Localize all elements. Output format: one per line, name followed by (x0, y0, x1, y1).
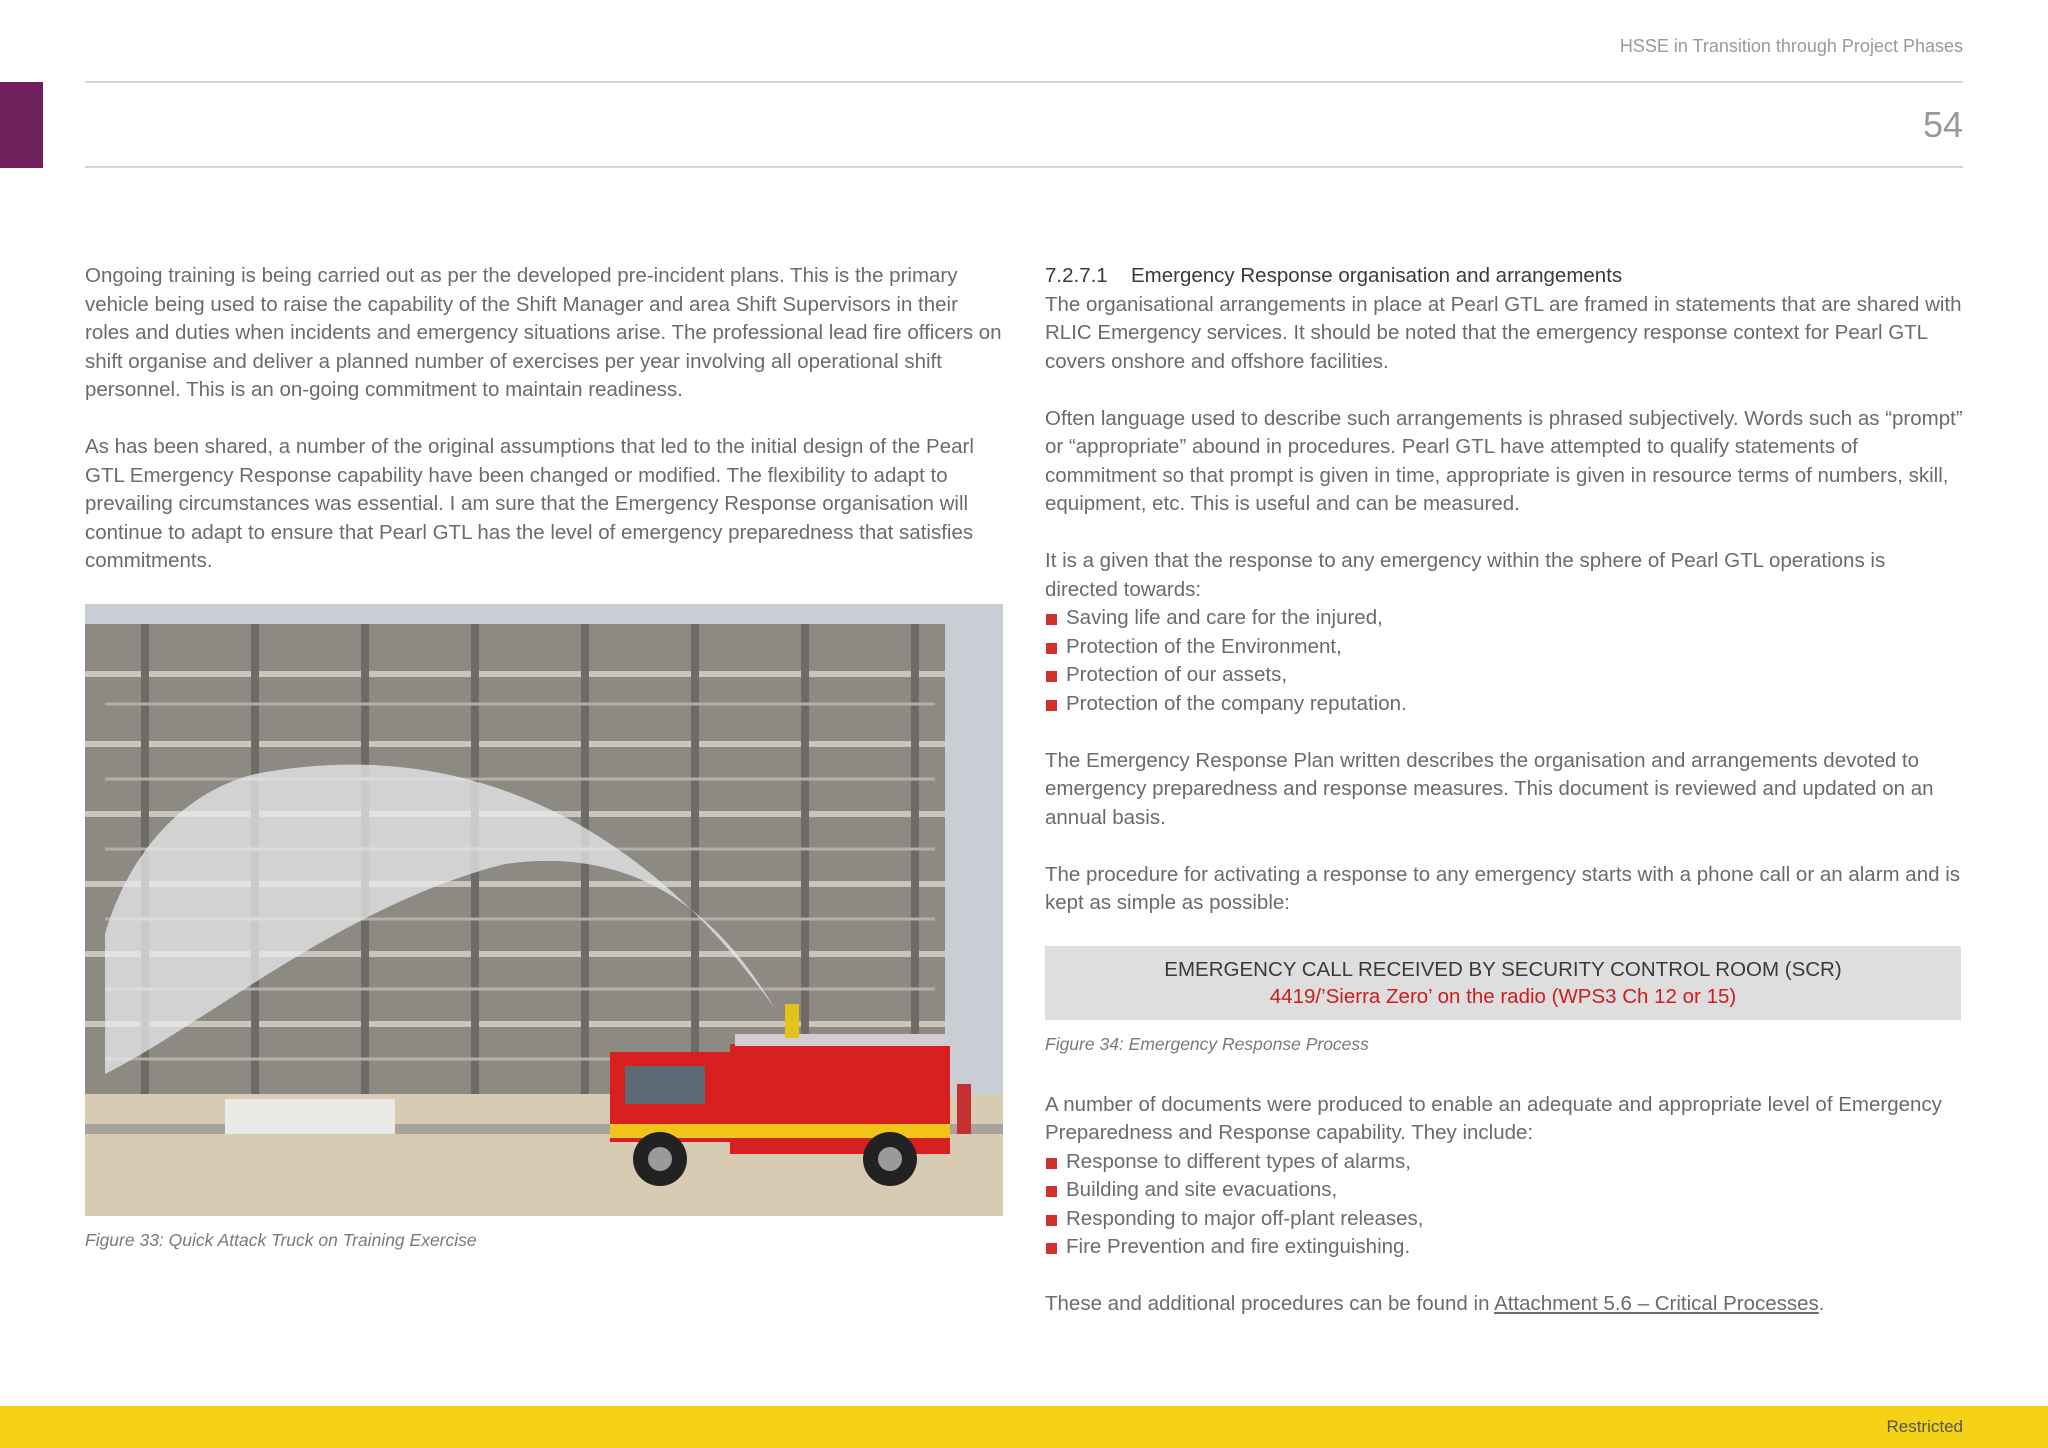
documents-list (1045, 1148, 1963, 1262)
section-number: 7.2.7.1 (1045, 264, 1108, 287)
document-title: HSSE in Transition through Project Phases (1619, 36, 1963, 56)
right-column (1045, 262, 1963, 1347)
section-heading (1045, 262, 1963, 291)
list-item: Protection of our assets, (1045, 661, 1963, 690)
figure-34-caption: Figure 34: Emergency Response Process (1045, 1034, 1369, 1054)
additional-suffix: . (1818, 1292, 1825, 1315)
header-rule-bottom (85, 166, 1963, 168)
list-item: Saving life and care for the injured, (1045, 604, 1963, 633)
figure-33-caption: Figure 33: Quick Attack Truck on Training Exercise (85, 1230, 477, 1250)
list-item: Protection of the Environment, (1045, 633, 1963, 662)
paragraph-directed: It is a given that the response to any emergency within the sphere of Pearl GTL operations is directed towards: (1045, 549, 1886, 601)
paragraph-assumptions: As has been shared, a number of the original assumptions that led to the initial design of the Pearl GTL Emergency Response capability have been changed or modified. The flexibility to adapt to prevailing circumstances was essential. I am sure that the Emergency Response organisation will continue to adapt to ensure that Pearl GTL has the level of emergency preparedness that satisfies commitments. (85, 435, 974, 572)
classification-label: Restricted (1886, 1417, 1963, 1436)
header-rule-top (85, 81, 1963, 83)
paragraph-language: Often language used to describe such arrangements is phrased subjectively. Words such as “prompt” or “appropriate” abound in procedures. Pearl GTL have attempted to qualify statements of commitment so that prompt is given in time, appropriate is given in resource terms of numbers, skill, equipment, etc. This is useful and can be measured. (1045, 406, 1963, 515)
callout-line-1: EMERGENCY CALL RECEIVED BY SECURITY CONTROL ROOM (SCR) (1164, 958, 1842, 981)
paragraph-procedure: The procedure for activating a response to any emergency starts with a phone call or an alarm and is kept as simple as possible: (1045, 862, 1961, 914)
priorities-list (1045, 604, 1963, 718)
quick-attack-truck-photo (85, 604, 1003, 1216)
accent-block (0, 82, 43, 168)
list-item: Building and site evacuations, (1045, 1176, 1963, 1205)
page-number: 54 (1922, 104, 1963, 145)
list-item: Fire Prevention and fire extinguishing. (1045, 1233, 1963, 1262)
paragraph-plan: The Emergency Response Plan written describes the organisation and arrangements devoted to emergency preparedness and response measures. This document is reviewed and updated on an annual basis. (1045, 748, 1934, 829)
paragraph-documents: A number of documents were produced to enable an adequate and appropriate level of Emergency Preparedness and Response capability. They include: (1045, 1092, 1942, 1144)
paragraph-additional (1045, 1290, 1963, 1319)
paragraph-training: Ongoing training is being carried out as per the developed pre-incident plans. This is the primary vehicle being used to raise the capability of the Shift Manager and area Shift Supervisors in their roles and duties when incidents and emergency situations arise. The professional lead fire officers on shift organise and deliver a planned number of exercises per year involving all operational shift personnel. This is an on-going commitment to maintain readiness. (85, 264, 1002, 401)
footer-bar (0, 1406, 2048, 1448)
additional-prefix: These and additional procedures can be found in (1045, 1292, 1495, 1315)
list-item: Response to different types of alarms, (1045, 1148, 1963, 1177)
section-title: Emergency Response organisation and arrangements (1131, 264, 1623, 287)
list-item: Protection of the company reputation. (1045, 690, 1963, 719)
critical-processes-link[interactable]: Attachment 5.6 – Critical Processes (1494, 1292, 1819, 1315)
emergency-call-box (1045, 946, 1961, 1020)
paragraph-arrangements: The organisational arrangements in place at Pearl GTL are framed in statements that are shared with RLIC Emergency services. It should be noted that the emergency response context for Pearl GTL covers onshore and offshore facilities. (1045, 292, 1962, 373)
left-column (85, 262, 1003, 1255)
callout-line-2: 4419/’Sierra Zero’ on the radio (WPS3 Ch 12 or 15) (1269, 985, 1737, 1008)
list-item: Responding to major off-plant releases, (1045, 1205, 1963, 1234)
